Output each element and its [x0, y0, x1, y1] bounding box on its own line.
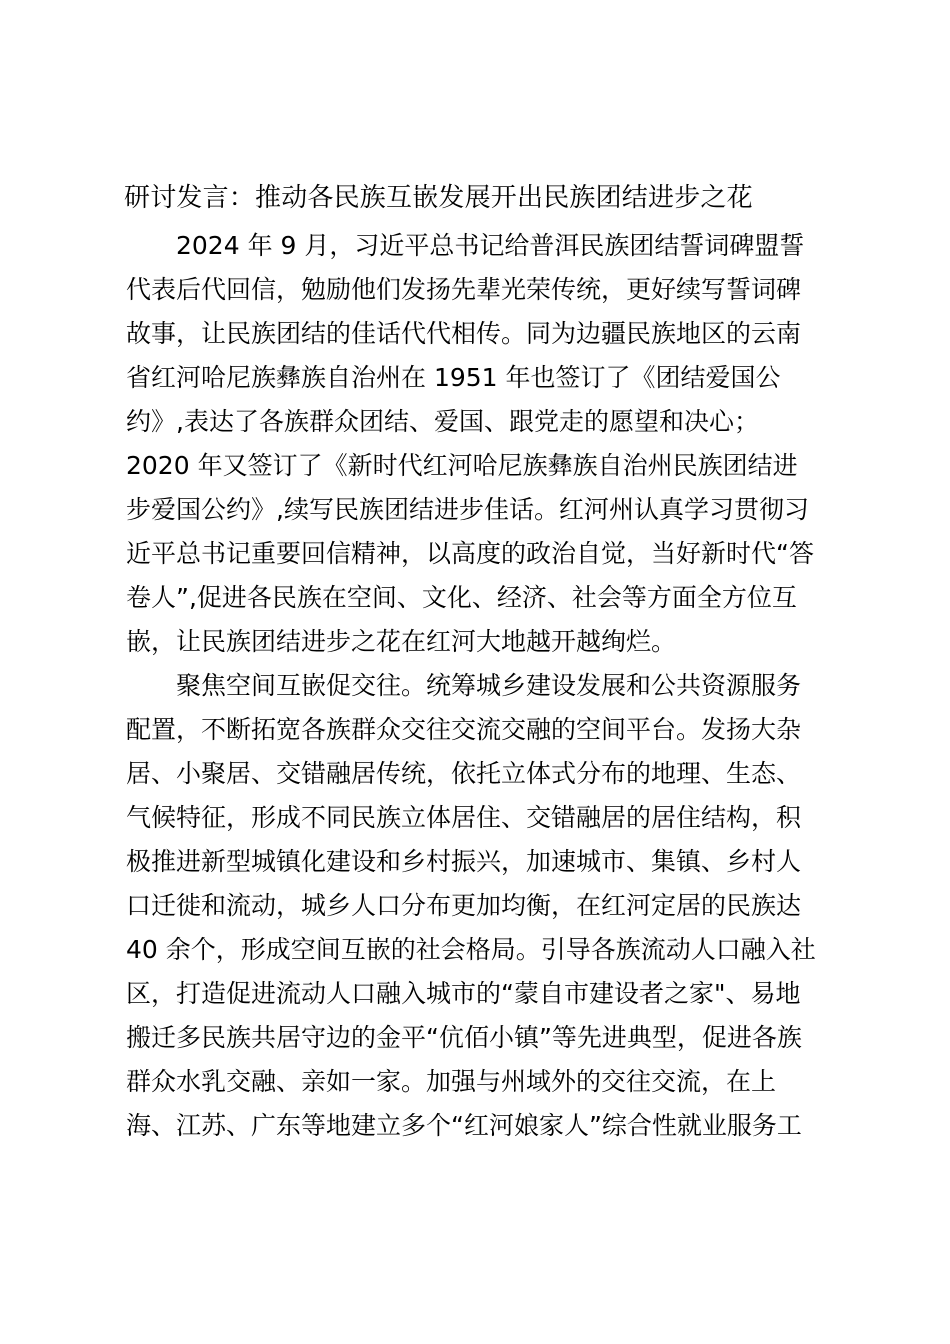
paragraph-line: 极推进新型城镇化建设和乡村振兴，加速城市、集镇、乡村人: [126, 847, 802, 876]
paragraph-line: 搬迁多民族共居守边的金平“伉佰小镇”等先进典型，促进各族: [126, 1023, 802, 1052]
paragraph-line: 群众水乳交融、亲如一家。加强与州域外的交往交流，在上: [126, 1067, 777, 1096]
paragraph-line: 40 余个，形成空间互嵌的社会格局。引导各族流动人口融入社: [126, 935, 816, 964]
paragraph-line: 气候特征，形成不同民族立体居住、交错融居的居住结构，积: [126, 803, 802, 832]
paragraph-line: 配置，不断拓宽各族群众交往交流交融的空间平台。发扬大杂: [126, 715, 802, 744]
paragraph-line: 步爱国公约》,续写民族团结进步佳话。红河州认真学习贯彻习: [126, 495, 809, 524]
paragraph-line: 嵌，让民族团结进步之花在红河大地越开越绚烂。: [126, 627, 677, 656]
paragraph-line: 卷人”,促进各民族在空间、文化、经济、社会等方面全方位互: [126, 583, 797, 612]
paragraph-line: 2020 年又签订了《新时代红河哈尼族彝族自治州民族团结进: [126, 451, 798, 480]
paragraph-2: [126, 664, 832, 1148]
paragraph-1: [126, 224, 832, 664]
document-title: 研讨发言：推动各民族互嵌发展开出民族团结进步之花: [124, 183, 753, 213]
paragraph-line: 口迁徙和流动，城乡人口分布更加均衡，在红河定居的民族达: [126, 891, 802, 920]
paragraph-line: 省红河哈尼族彝族自治州在 1951 年也签订了《团结爱国公: [126, 363, 781, 392]
paragraph-line: 2024 年 9 月，习近平总书记给普洱民族团结誓词碑盟誓: [176, 231, 805, 260]
paragraph-line: 约》,表达了各族群众团结、爱国、跟党走的愿望和决心；: [126, 407, 759, 436]
paragraph-line: 近平总书记重要回信精神，以高度的政治自觉，当好新时代“答: [126, 539, 814, 568]
paragraph-line: 居、小聚居、交错融居传统，依托立体式分布的地理、生态、: [126, 759, 802, 788]
paragraph-line: 故事，让民族团结的佳话代代相传。同为边疆民族地区的云南: [126, 319, 802, 348]
paragraph-line: 区，打造促进流动人口融入城市的“蒙自市建设者之家"、易地: [126, 979, 801, 1008]
paragraph-line: 聚焦空间互嵌促交往。统筹城乡建设发展和公共资源服务: [176, 671, 802, 700]
paragraph-line: 海、江苏、广东等地建立多个“红河娘家人”综合性就业服务工: [126, 1111, 802, 1140]
paragraph-line: 代表后代回信，勉励他们发扬先辈光荣传统，更好续写誓词碑: [126, 275, 802, 304]
